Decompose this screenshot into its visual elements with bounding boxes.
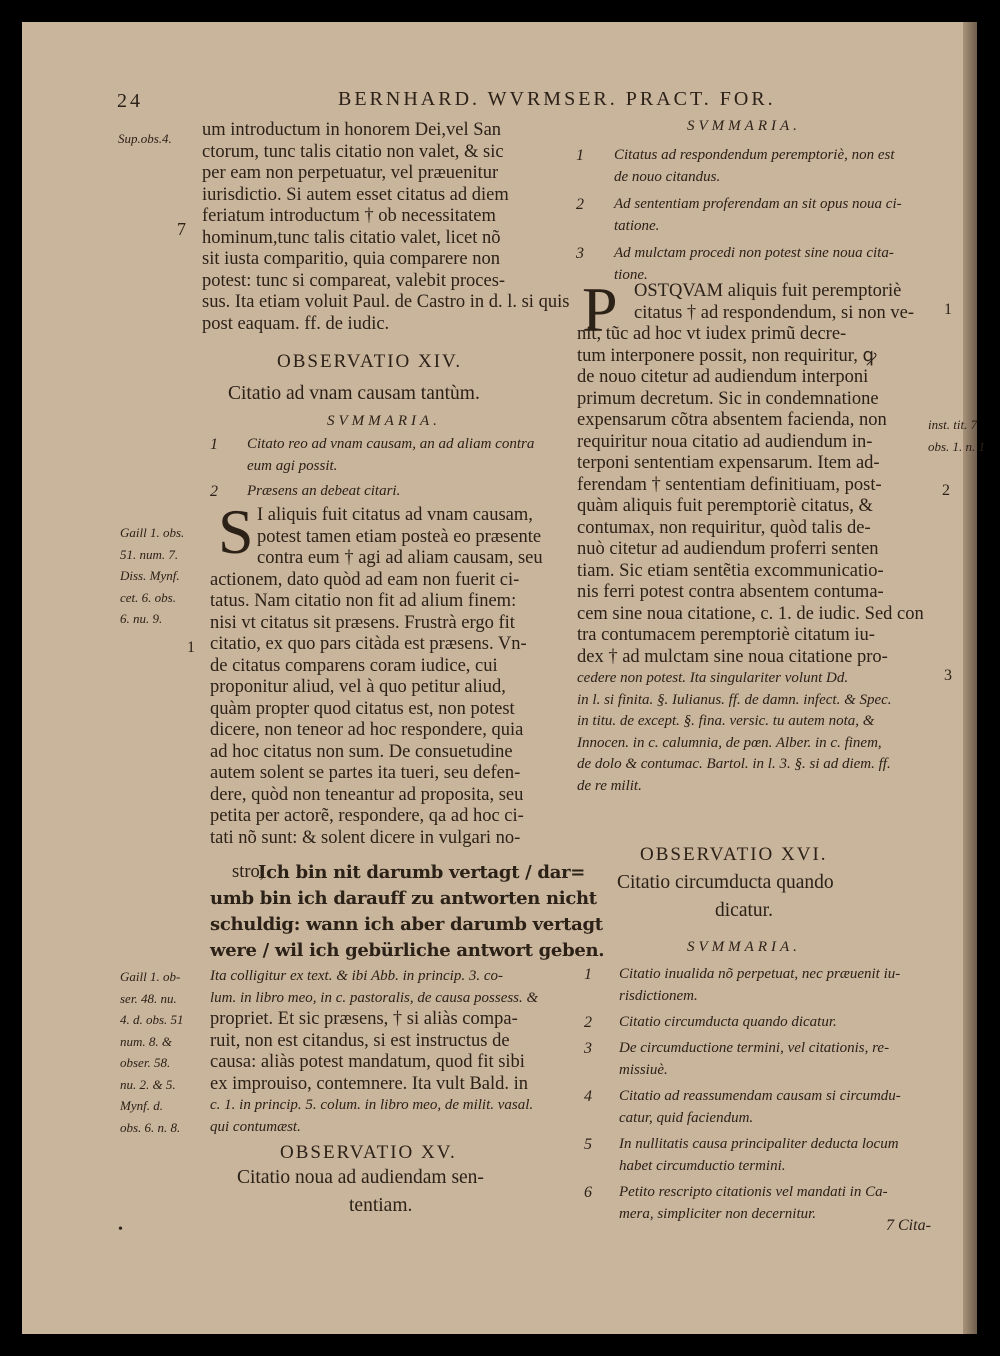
text-line: quàm propter quod citatus est, non potest (210, 698, 515, 719)
right-summaria: SVMMARIA. (687, 118, 801, 134)
stro-line: stro, (232, 862, 265, 882)
margin-note: 4. d. obs. 51 (120, 1012, 184, 1027)
text-line: citatio, ex quo pars citàda est præsens. Vn- (210, 634, 527, 654)
text-line: tum interponere possit, non requiritur, ꝙ (577, 345, 877, 366)
obs16-title-line: Citatio circumducta quando (617, 872, 834, 893)
obs16-item-text: De circumductione termini, vel citationis, re- (619, 1040, 890, 1056)
citation-line: causa: aliàs potest mandatum, quod fit sibi (210, 1052, 525, 1072)
text-line: I aliquis fuit citatus ad vnam causam, (257, 505, 533, 525)
margin-note: 6. nu. 9. (120, 611, 163, 626)
text-line: autem solent se partes ita tueri, seu defen- (210, 763, 521, 783)
text-line: citatus † ad respondendum, si non ve- (634, 302, 915, 323)
citation-line: ruit, non est citandus, si est instructus de (210, 1030, 510, 1051)
obs16-heading: OBSERVATIO XVI. (640, 844, 828, 865)
text-line: expensarum cõtra absentem facienda, non (577, 410, 887, 430)
right-item-text: Citatus ad respondendum peremptoriè, non est (614, 147, 895, 163)
obs16-title-line: dicatur. (715, 900, 773, 921)
obs14-item-number: 2 (210, 483, 218, 500)
marginal-number-1: 1 (187, 639, 195, 656)
text-line: tati nõ sunt: & solent dicere in vulgari no- (210, 827, 521, 848)
obs16-item-number: 1 (584, 966, 592, 983)
right-item-number: 2 (576, 196, 584, 213)
margin-note-sup: Sup.obs.4. (118, 131, 172, 146)
margin-note: obs. 6. n. 8. (120, 1119, 181, 1135)
margin-note: obser. 58. (120, 1055, 171, 1070)
text-line: potest tamen etiam posteà eo præsente (257, 526, 542, 547)
text-line: contumax, non requiritur, quòd talis de- (577, 517, 871, 538)
drop-cap-p: P (582, 274, 618, 345)
obs14-item-text: Citato reo ad vnam causam, an ad aliam contra (247, 436, 535, 452)
right-marginal-number-3: 3 (944, 667, 952, 684)
margin-note: nu. 2. & 5. (120, 1076, 176, 1092)
blackletter-line: were / wil ich gebürliche antwort geben. (210, 940, 605, 961)
text-line: dex † ad mulctam sine noua citatione pro- (577, 646, 888, 667)
text-line: de citatus comparens coram iudice, cui (210, 655, 498, 676)
catchword: 7 Cita- (886, 1217, 931, 1234)
right-item-number: 3 (576, 245, 584, 262)
text-line: tra contumacem peremptoriè citatum iu- (577, 625, 875, 645)
text-line: dicere, non teneor ad hoc respondere, quia (210, 720, 524, 740)
obs16-summaria: SVMMARIA. (687, 939, 801, 955)
text-line: contra eum † agi ad aliam causam, seu (257, 548, 543, 568)
obs16-item-text: risdictionem. (619, 988, 698, 1004)
margin-note: obs. 1. n. 1 (928, 438, 986, 454)
obs14-summaria: SVMMARIA. (327, 413, 441, 429)
running-title: BERNHARD. WVRMSER. PRACT. FOR. (338, 88, 776, 110)
obs16-item-number: 2 (584, 1014, 592, 1031)
blackletter-line: Ich bin nit darumb vertagt / dar= (258, 862, 586, 883)
text-line: de dolo & contumac. Bartol. in l. 3. §. si ad diem. ff. (577, 756, 891, 772)
obs16-item-number: 4 (584, 1088, 592, 1105)
right-item-number: 1 (576, 147, 584, 164)
text-line: iurisdictio. Si autem esset citatus ad diem (202, 184, 509, 205)
text-line: quàm aliquis fuit peremptoriè citatus, & (577, 496, 873, 516)
citation-line: ex improuiso, contemnere. Ita vult Bald. in (210, 1073, 529, 1094)
text-line: OSTQVAM aliquis fuit peremptoriè (634, 281, 902, 301)
text-line: cem sine noua citatione, c. 1. de iudic. Sed con (577, 603, 924, 624)
obs16-item-text: In nullitatis causa principaliter deducta locum (619, 1136, 899, 1152)
right-marginal-number-1: 1 (944, 301, 952, 318)
margin-note: Mynf. d. (120, 1098, 163, 1113)
obs14-item-text: eum agi possit. (247, 458, 338, 474)
obs14-item-number: 1 (210, 436, 218, 453)
margin-note: cet. 6. obs. (120, 589, 176, 605)
obs16-item-text: habet circumductio termini. (619, 1158, 786, 1174)
text-line: requiritur noua citatio ad audiendum in- (577, 431, 873, 452)
page-number: 24 (117, 90, 143, 112)
obs16-item-text: mera, simpliciter non decernitur. (619, 1206, 817, 1222)
text-line: in titu. de except. §. fina. versic. tu autem nota, & (577, 713, 875, 729)
marginal-number-7: 7 (177, 219, 186, 239)
drop-cap-s: S (218, 496, 254, 567)
obs14-heading: OBSERVATIO XIV. (277, 351, 463, 372)
text-line: hominum,tunc talis citatio valet, licet nõ (202, 227, 501, 248)
text-line: primum decretum. Sic in condemnatione (577, 388, 879, 409)
text-line: cedere non potest. Ita singulariter volunt Dd. (577, 670, 849, 686)
citation-line: Ita colligitur ex text. & ibi Abb. in princip. 3. co- (210, 968, 504, 984)
obs16-item-text: Citatio ad reassumendam causam si circumdu- (619, 1088, 901, 1104)
book-page (22, 22, 986, 1334)
text-line: de nouo citetur ad audiendum interponi (577, 367, 869, 387)
text-line: sit iusta comparitio, quia comparere non (202, 249, 500, 269)
right-item-text: Ad mulctam procedi non potest sine noua cita- (614, 245, 894, 261)
text-line: nuò citetur ad audiendum proferri senten (577, 539, 879, 559)
obs16-item-text: Citatio circumducta quando dicatur. (619, 1014, 837, 1030)
margin-note: Gaill 1. obs. (120, 525, 185, 540)
page-edge-shadow (963, 22, 977, 1334)
right-item-text: de nouo citandus. (614, 169, 721, 185)
obs16-item-text: missiuè. (619, 1062, 668, 1078)
obs16-item-number: 3 (584, 1040, 592, 1057)
text-line: tiam. Sic etiam sentẽtia excommunicatio- (577, 560, 884, 581)
obs15-title-line: Citatio noua ad audiendam sen- (237, 1167, 484, 1188)
obs15-title-line: tentiam. (349, 1195, 413, 1216)
text-line: post eaquam. ff. de iudic. (202, 313, 390, 334)
text-line: actionem, dato quòd ad eam non fuerit ci- (210, 569, 520, 590)
right-item-text: tione. (614, 267, 648, 283)
citation-line: lum. in libro meo, in c. pastoralis, de causa possess. & (210, 989, 539, 1006)
right-marginal-number-2: 2 (942, 482, 950, 499)
text-line: proponitur aliud, vel à quo petitur aliud, (210, 677, 506, 697)
text-line: terponi sententiam expensarum. Item ad- (577, 453, 880, 473)
text-line: Innocen. in c. calumnia, de pœn. Alber. in c. finem, (577, 734, 882, 751)
text-line: nisi vt citatus sit præsens. Frustrà ergo fit (210, 612, 515, 633)
citation-line: c. 1. in princip. 5. colum. in libro meo, de milit. vasal. (210, 1097, 534, 1113)
text-line: ferendam † sententiam definitiuam, post- (577, 474, 882, 495)
margin-note: ser. 48. nu. (120, 990, 177, 1006)
text-line: nis ferri potest contra absentem contuma- (577, 582, 884, 602)
text-line: petita per actorẽ, respondere, qa ad hoc ci- (210, 806, 524, 826)
margin-note: num. 8. & (120, 1033, 172, 1049)
right-item-text: Ad sententiam proferendam an sit opus noua ci- (614, 196, 902, 212)
blackletter-line: umb bin ich darauff zu antworten nicht (210, 888, 597, 909)
blackletter-line: schuldig: wann ich aber darumb vertagt (210, 914, 603, 935)
margin-note: Gaill 1. ob- (120, 969, 181, 984)
text-line: ad hoc citatus non sum. De consuetudine (210, 741, 513, 762)
text-line: feriatum introductum † ob necessitatem (202, 206, 496, 226)
right-item-text: tatione. (614, 218, 660, 234)
obs16-item-text: catur, quid faciendum. (619, 1110, 754, 1126)
citation-line: qui contumæst. (210, 1118, 301, 1135)
text-line: um introductum in honorem Dei,vel San (202, 120, 502, 140)
text-line: nit, tũc ad hoc vt iudex primũ decre- (577, 324, 847, 344)
obs16-item-number: 5 (584, 1136, 592, 1153)
obs16-item-number: 6 (584, 1184, 592, 1201)
margin-note: Diss. Mynf. (120, 568, 180, 583)
text-line: ctorum, tunc talis citatio non valet, & sic (202, 141, 504, 162)
text-line: per eam non perpetuatur, vel præuenitur (202, 163, 499, 183)
obs15-heading: OBSERVATIO XV. (280, 1142, 457, 1163)
obs16-item-text: Citatio inualida nõ perpetuat, nec præuenit iu- (619, 966, 901, 982)
obs14-item-text: Præsens an debeat citari. (247, 483, 401, 499)
text-line: de re milit. (577, 777, 642, 794)
text-line: potest: tunc si compareat, valebit proces- (202, 270, 506, 291)
margin-note: 51. num. 7. (120, 546, 179, 562)
margin-note: inst. tit. 7 (928, 417, 978, 432)
text-line: sus. Ita etiam voluit Paul. de Castro in d. l. si quis (202, 292, 570, 312)
text-line: dere, quòd non teneantur ad proposita, seu (210, 784, 524, 805)
obs16-item-text: Petito rescripto citationis vel mandati in Ca- (619, 1184, 888, 1200)
citation-line: propriet. Et sic præsens, † si aliàs compa- (210, 1009, 518, 1029)
text-line: tatus. Nam citatio non fit ad alium finem: (210, 591, 517, 611)
bullet-mark: • (118, 1222, 123, 1237)
obs14-title: Citatio ad vnam causam tantùm. (228, 383, 480, 404)
text-line: in l. si finita. §. Iulianus. ff. de damn. infect. & Spec. (577, 691, 892, 708)
